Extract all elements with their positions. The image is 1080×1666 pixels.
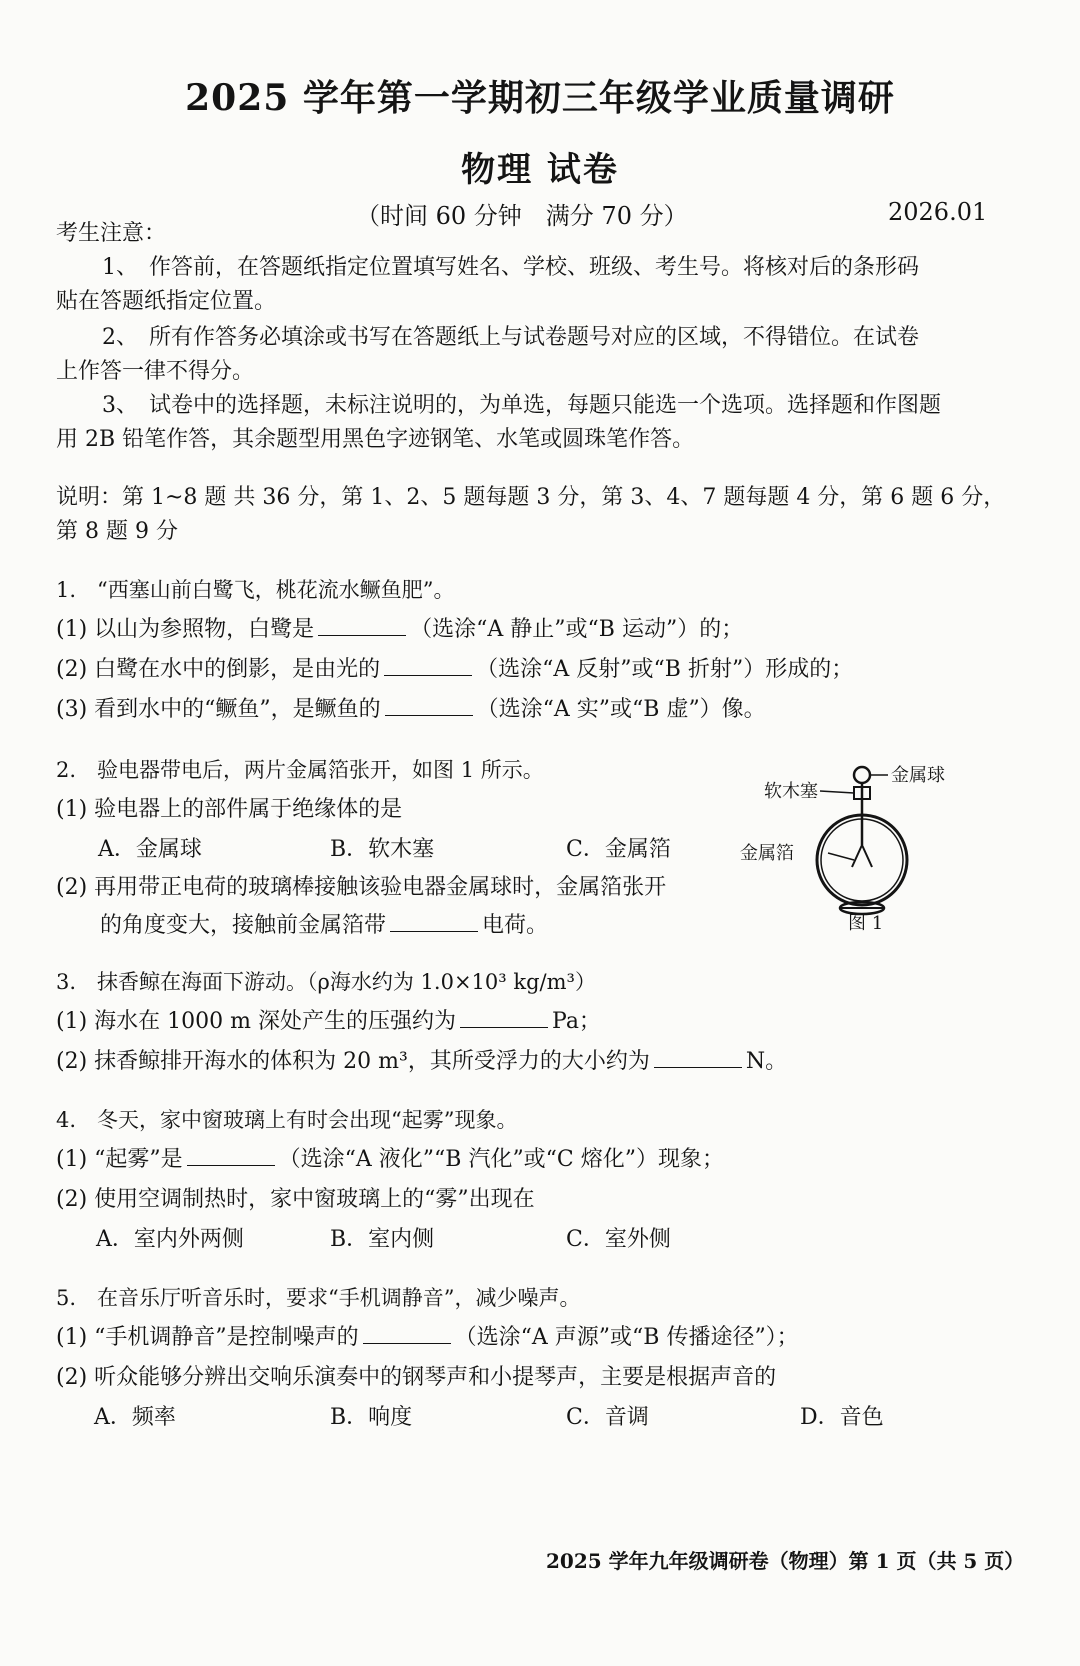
electroscope-figure [740,765,1020,1005]
part-text: （选涂“A 液化”“B 汽化”或“C 熔化”）现象； [278,1147,725,1172]
page-footer: 2025 学年九年级调研卷（物理）第 1 页（共 5 页） [546,1549,1025,1573]
option-b[interactable]: B．响度 [330,1405,413,1430]
question-4-stem: 4. 冬天，家中窗玻璃上有时会出现“起雾”现象。 [56,1108,518,1132]
cork-leader [820,791,854,793]
label-metal-foil: 金属箔 [740,843,794,864]
question-2-part-2-cont [100,910,548,942]
explanation-line: 第 8 题 9 分 [56,519,178,544]
question-1-stem: 1. “西塞山前白鹭飞，桃花流水鳜鱼肥”。 [56,578,455,602]
question-5-part-1 [56,1322,799,1354]
part-text: (1) “手机调静音”是控制噪声的 [56,1325,359,1350]
metal-foils [852,845,872,867]
question-3-part-2 [56,1046,787,1078]
option-b[interactable]: B．软木塞 [330,837,435,862]
part-text: 的角度变大，接触前金属箔带 [100,913,387,938]
part-text: (1) 以山为参照物，白鹭是 [56,617,315,642]
part-text: （选涂“A 声源”或“B 传播途径”）； [454,1325,799,1350]
part-text: (2) 白鹭在水中的倒影，是由光的 [56,657,381,682]
foil-leader [828,853,854,860]
option-c[interactable]: C．室外侧 [566,1227,671,1252]
notice-line: 1、 作答前，在答题纸指定位置填写姓名、学校、班级、考生号。将核对后的条形码 [102,255,919,280]
part-text: Pa； [552,1009,601,1034]
question-5-stem: 5. 在音乐厅听音乐时，要求“手机调静音”，减少噪声。 [56,1286,581,1310]
part-text: (1) 海水在 1000 m 深处产生的压强约为 [56,1009,456,1034]
answer-blank[interactable] [460,1007,548,1028]
answer-blank[interactable] [187,1145,275,1166]
answer-blank[interactable] [390,911,478,932]
option-a[interactable]: A．室内外两侧 [96,1227,244,1252]
question-2-part-2: (2) 再用带正电荷的玻璃棒接触该验电器金属球时，金属箔张开 [56,875,667,900]
metal-ball [854,767,870,783]
part-text: (1) “起雾”是 [56,1147,183,1172]
option-a[interactable]: A．频率 [94,1405,176,1430]
question-5-part-2: (2) 听众能够分辨出交响乐演奏中的钢琴声和小提琴声，主要是根据声音的 [56,1365,777,1390]
exam-title: 2025 学年第一学期初三年级学业质量调研 [185,77,895,119]
question-2-part-1: (1) 验电器上的部件属于绝缘体的是 [56,797,403,822]
option-c[interactable]: C．金属箔 [566,837,671,862]
part-text: （选涂“A 实”或“B 虚”）像。 [476,697,766,722]
label-cork: 软木塞 [764,781,818,802]
explanation-line: 说明：第 1~8 题 共 36 分，第 1、2、5 题每题 3 分，第 3、4、7 题每题 4 分，第 6 题 6 分， [56,485,1006,510]
part-text: (2) 抹香鲸排开海水的体积为 20 m³，其所受浮力的大小约为 [56,1049,650,1074]
notice-heading: 考生注意： [56,221,167,246]
question-4-part-2: (2) 使用空调制热时，家中窗玻璃上的“雾”出现在 [56,1187,535,1212]
figure-caption: 图 1 [848,913,884,934]
notice-line: 用 2B 铅笔作答，其余题型用黑色字迹钢笔、水笔或圆珠笔作答。 [56,427,695,452]
notice-line: 2、 所有作答务必填涂或书写在答题纸上与试卷题号对应的区域，不得错位。在试卷 [102,325,919,350]
question-1-part-3 [56,694,766,726]
time-info: （时间 60 分钟 满分 70 分） [356,202,688,230]
subject-title: 物理 试卷 [461,150,619,190]
option-a[interactable]: A．金属球 [98,837,202,862]
part-text: N。 [745,1049,788,1074]
option-b[interactable]: B．室内侧 [330,1227,435,1252]
question-1-part-2 [56,654,853,686]
part-text: （选涂“A 静止”或“B 运动”）的； [410,617,744,642]
question-4-part-1 [56,1144,724,1176]
answer-blank[interactable] [363,1323,451,1344]
part-text: (3) 看到水中的“鳜鱼”，是鳜鱼的 [56,697,381,722]
option-c[interactable]: C．音调 [566,1405,649,1430]
question-2-stem: 2. 验电器带电后，两片金属箔张开，如图 1 所示。 [56,758,544,782]
notice-line: 贴在答题纸指定位置。 [56,289,277,314]
part-text: （选涂“A 反射”或“B 折射”）形成的； [476,657,854,682]
notice-line: 3、 试卷中的选择题，未标注说明的，为单选，每题只能选一个选项。选择题和作图题 [102,393,941,418]
label-metal-ball: 金属球 [891,765,945,786]
answer-blank[interactable] [385,695,473,716]
question-3-part-1 [56,1006,601,1038]
question-3-stem: 3. 抹香鲸在海面下游动。（ρ海水约为 1.0×10³ kg/m³） [56,970,596,994]
answer-blank[interactable] [384,655,472,676]
exam-date: 2026.01 [888,198,988,226]
option-d[interactable]: D．音色 [800,1405,884,1430]
notice-line: 上作答一律不得分。 [56,359,255,384]
part-text: 电荷。 [482,913,549,938]
question-1-part-1 [56,614,743,646]
answer-blank[interactable] [318,615,406,636]
answer-blank[interactable] [654,1047,742,1068]
